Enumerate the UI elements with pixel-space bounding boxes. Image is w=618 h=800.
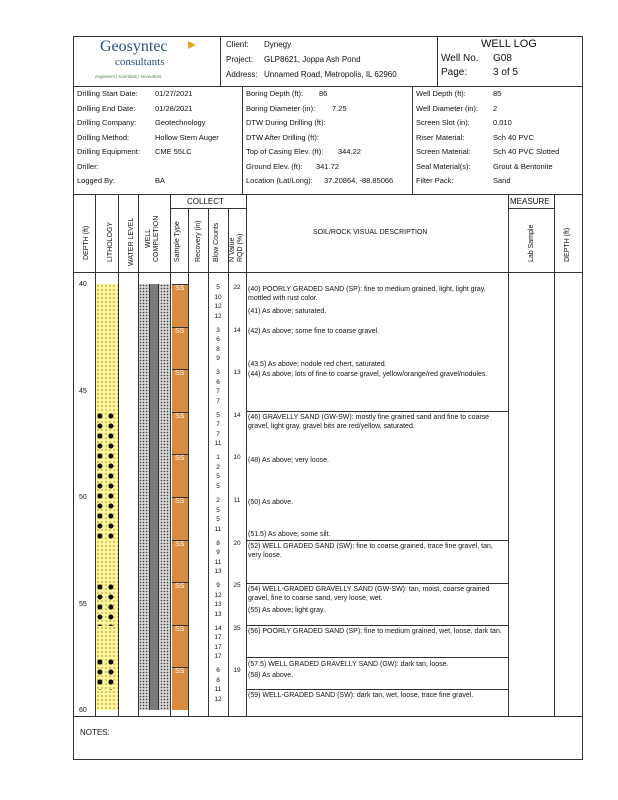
layer-boundary [246,540,508,541]
soil-description: (58) As above. [248,672,294,679]
detail-value: 2 [493,103,498,113]
blow-count: 7 [216,430,220,438]
address-value: Unnamed Road, Metropolis, IL 62960 [264,70,397,79]
detail-label: Boring Diameter (in): [246,103,316,113]
blow-count: 3 [216,369,220,377]
blow-count: 6 [216,667,220,675]
blow-count: 5 [216,506,220,514]
detail-label: Location (Lat/Long): [246,176,313,185]
blow-count: 12 [214,591,222,599]
well-log-block [437,36,583,86]
blow-count: 8 [216,676,220,684]
detail-label: Seal Material(s): [416,161,471,171]
blow-count: 7 [216,388,220,396]
detail-label: Screen Slot (in): [416,118,470,127]
layer-boundary [246,625,508,626]
detail-value: Sand [493,176,511,185]
company-subname: consultants [115,56,165,68]
n-value: 10 [233,454,241,462]
litho-sand-layer [96,626,118,658]
soil-description: (43.5) As above; nodule red chert, saturated. [248,361,387,368]
blow-count: 5 [216,284,220,291]
depth-tick-label: 60 [79,707,87,714]
blow-count: 14 [214,624,222,632]
soil-description: (40) POORLY GRADED SAND (SP): fine to medium grained, light, light gray, mottled with rust color. [248,286,486,302]
well-log-title: WELL LOG [481,38,537,50]
blow-count: 2 [216,463,220,471]
water-level-header: WATER LEVEL [128,217,135,266]
n-value: 11 [233,497,241,504]
detail-label: Drilling Equipment: [77,147,140,156]
detail-value: Sch 40 PVC [493,132,534,142]
blow-count: 9 [216,355,220,363]
well-casing [149,284,159,710]
n-value: 19 [233,667,241,675]
litho-gravel-layer [96,658,118,690]
sample-type: SS [175,583,185,591]
depth-tick-label: 50 [79,494,87,501]
blow-count: 9 [216,582,220,590]
detail-value: 37.20864, -88.85066 [324,176,394,185]
litho-gravel-layer [96,583,118,626]
depth-tick-label: 55 [79,600,87,608]
collect-header: COLLECT [187,197,224,206]
n-value: 13 [233,369,241,377]
sample-type: SS [175,327,185,335]
n-value: 22 [233,284,241,291]
soil-description: (52) WELL GRADED SAND (SW): fine to coarse grained, trace fine gravel, tan, very loose. [248,543,493,559]
lithology-header: LITHOLOGY [107,221,114,262]
sample-type: SS [175,455,185,463]
completion-header: COMPLETION [153,215,160,262]
detail-value: 01/28/2021 [155,103,193,113]
soil-description: (42) As above; some fine to coarse gravel. [248,328,380,335]
sample-type: SS [175,412,185,420]
blow-count: 11 [214,525,222,533]
company-name: Geosyntec [100,38,168,55]
detail-label: Filter Pack: [416,176,454,185]
n-value: 20 [233,539,241,547]
notes-label: NOTES: [80,728,110,737]
blow-count: 7 [216,421,220,429]
client-value: Dynegy [264,40,292,49]
lab-sample-header: Lab Sample [528,224,535,262]
blow-count: 5 [216,482,220,490]
detail-value: 85 [493,89,502,98]
measure-header: MEASURE [510,197,550,206]
blow-count: 11 [214,686,222,694]
blow-count: 9 [216,549,220,557]
blow-count: 2 [216,497,220,504]
litho-sand-layer [96,540,118,583]
layer-boundary [246,689,508,690]
sample-type-header: Sample Type [174,221,181,262]
soil-description: (55) As above; light gray. [248,607,325,614]
detail-value: 7.25 [332,103,347,113]
sample-type: SS [175,285,185,292]
detail-value: Grout & Bentonite [493,161,553,171]
blow-count: 12 [214,312,222,320]
soil-description: (57.5) WELL GRADED GRAVELLY SAND (GW): dark tan, loose. [248,661,449,668]
n-value: 14 [233,411,241,419]
well-header: WELL [145,228,152,248]
lithology-column [96,284,118,710]
detail-label: Top of Casing Elev. (ft): [246,147,324,156]
well-no-value: G08 [493,53,512,64]
detail-value: BA [155,176,166,185]
sample-type: SS [175,668,185,676]
blow-count: 1 [216,454,220,462]
detail-label: Well Depth (ft): [416,89,466,98]
rqd-header: RQD (%) [237,233,244,262]
sample-type: SS [175,370,185,378]
detail-value: CME 55LC [155,147,192,156]
soil-description: (54) WELL-GRADED GRAVELLY SAND (GW-SW): tan, moist, coarse grained gravel, fine to coarse sand, very loose, wet. [248,586,490,602]
n-value: 35 [233,624,241,632]
detail-value: Sch 40 PVC Slotted [493,147,560,156]
detail-label: Driller: [77,161,99,171]
project-label: Project: [226,55,254,64]
blow-count: 10 [214,293,222,301]
detail-label: DTW After Drilling (ft): [246,132,319,142]
n-value-header: N Value [229,237,236,262]
blow-count: 8 [216,539,220,547]
soil-description: (48) As above; very loose. [248,457,329,464]
layer-boundary [246,583,508,584]
depth-header: DEPTH (ft) [83,225,90,260]
n-value: 25 [233,582,241,590]
blow-counts-header: Blow Counts [213,222,220,262]
detail-value: Geotechnology [155,118,206,127]
n-value: 14 [233,326,241,334]
blow-count: 12 [214,303,222,310]
detail-value: 341.72 [316,161,339,171]
soil-description: (46) GRAVELLY SAND (GW-SW): mostly fine grained sand and fine to coarse gravel, light gray, gravel bits are red/yellow, saturated. [248,414,490,430]
detail-label: DTW During Drilling (ft): [246,118,326,127]
litho-sand-layer [96,690,118,710]
detail-label: Drilling Start Date: [77,89,138,98]
blow-count: 17 [214,643,222,651]
depth-right-header: DEPTH (ft) [564,227,571,262]
well-no-label: Well No. [441,53,479,64]
detail-label: Screen Material: [416,147,471,156]
litho-gravel-layer [96,412,118,540]
detail-label: Drilling Company: [77,118,137,127]
layer-boundary [246,657,508,658]
blow-count: 3 [216,326,220,334]
page-value: 3 of 5 [493,67,519,78]
blow-count: 13 [214,601,222,609]
blow-count: 11 [214,558,222,566]
client-label: Client: [226,40,249,49]
sample-type: SS [175,498,185,505]
soil-description: (41) As above; saturated. [248,308,327,315]
detail-label: Drilling Method: [77,132,130,142]
recovery-header: Recovery (in) [195,220,202,262]
detail-value: 86 [319,89,328,98]
soil-description: (56) POORLY GRADED SAND (SP): fine to medium grained, wet, loose, dark tan. [248,628,502,635]
detail-label: Ground Elev. (ft): [246,161,303,171]
sample-type: SS [175,540,185,548]
detail-value: 344.22 [338,147,361,156]
blow-count: 6 [216,336,220,344]
blow-count: 7 [216,397,220,405]
detail-value: Hollow Stem Auger [155,132,219,142]
description-header: SOIL/ROCK VISUAL DESCRIPTION [313,229,428,236]
depth-axis [73,281,95,714]
sample-type: SS [175,625,185,633]
blow-count: 13 [214,610,222,618]
blow-count: 17 [214,653,222,661]
detail-label: Drilling End Date: [77,103,136,113]
blow-count: 5 [216,473,220,481]
detail-value: 01/27/2021 [155,89,193,98]
project-value: GLP8621, Joppa Ash Pond [264,55,361,64]
blow-count: 8 [216,345,220,353]
detail-value: 0.010 [493,118,512,127]
soil-description: (51.5) As above; some silt. [248,531,331,538]
layer-boundary [246,411,508,412]
soil-description: (50) As above. [248,499,294,506]
page-label: Page: [441,67,468,78]
blow-count: 6 [216,378,220,386]
depth-tick-label: 45 [79,387,87,395]
detail-label: Boring Depth (ft): [246,89,304,98]
blow-count: 5 [216,411,220,419]
soil-description: (44) As above; lots of fine to coarse gravel, yellow/orange/red gravel/nodules. [248,371,488,378]
detail-label: Logged By: [77,176,115,185]
soil-description: (59) WELL-GRADED SAND (SW): dark tan, wet, loose, trace fine gravel. [248,692,474,699]
blow-count: 12 [214,695,222,703]
company-tagline: engineers | scientists | innovators [95,74,162,79]
litho-sand-layer [96,284,118,412]
logo-mark-icon [187,40,197,50]
depth-tick-label: 40 [79,281,87,288]
detail-label: Well Diameter (in): [416,103,478,113]
address-label: Address: [226,70,258,79]
blow-count: 13 [214,568,222,576]
blow-count: 17 [214,634,222,642]
company-logo [95,38,213,82]
blow-count: 5 [216,516,220,523]
blow-count: 11 [214,440,222,448]
detail-label: Riser Material: [416,132,465,142]
